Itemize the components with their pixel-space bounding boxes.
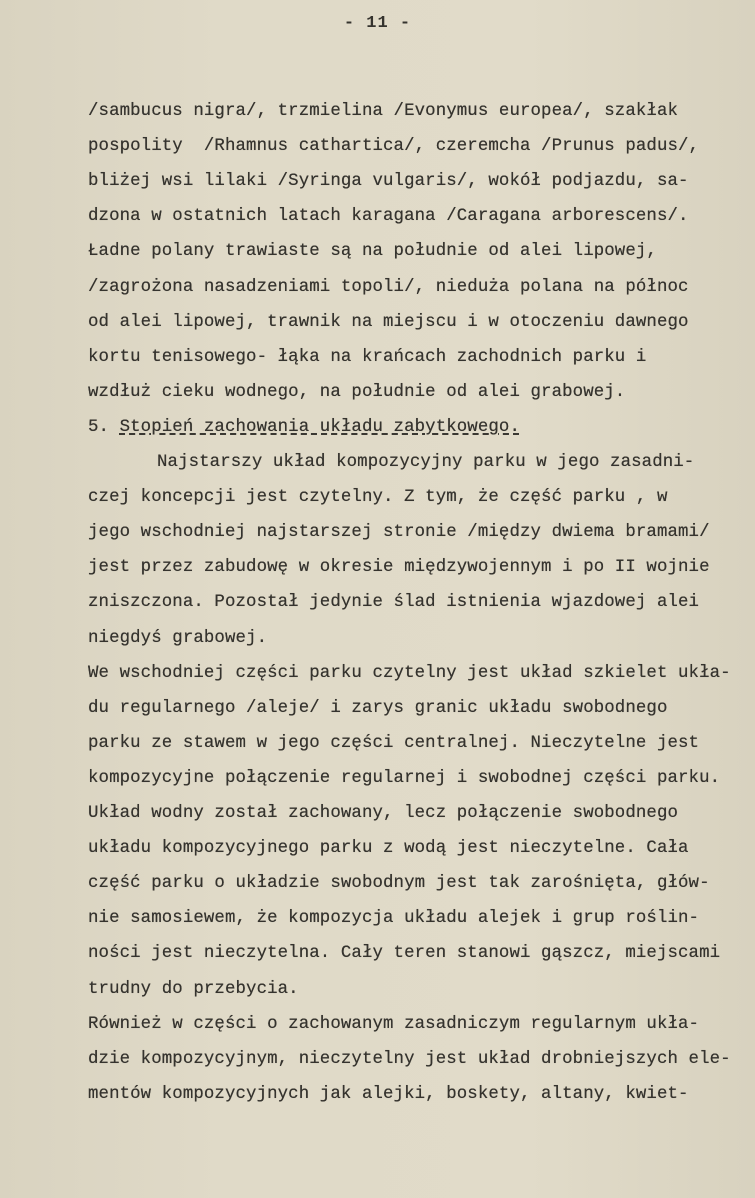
text-line: /zagrożona nasadzeniami topoli/, nieduża polana na północ (88, 277, 689, 297)
text-line: /sambucus nigra/, trzmielina /Evonymus europea/, szakłak (88, 102, 679, 121)
text-line: Najstarszy układ kompozycyjny parku w jego zasadni- (157, 453, 695, 472)
text-line: niegdyś grabowej. (88, 628, 268, 648)
text-line: jest przez zabudowę w okresie międzywojennym i po II wojnie (88, 558, 710, 578)
text-line: dzie kompozycyjnym, nieczytelny jest układ drobniejszych ele- (88, 1049, 731, 1069)
text-line: zniszczona. Pozostał jedynie ślad istnienia wjazdowej alei (88, 593, 700, 613)
text-line: od alei lipowej, trawnik na miejscu i w otoczeniu dawnego (88, 312, 689, 332)
text-line: układu kompozycyjnego parku z wodą jest nieczytelne. Cała (88, 839, 689, 859)
text-line: jego wschodniej najstarszej stronie /między dwiema bramami/ (88, 523, 710, 543)
text-line: wzdłuż cieku wodnego, na południe od alei grabowej. (88, 382, 626, 402)
text-line: Ładne polany trawiaste są na południe od alei lipowej, (88, 242, 657, 262)
text-line: część parku o układzie swobodnym jest tak zarośnięta, głów- (88, 874, 710, 894)
text-line: trudny do przebycia. (88, 979, 299, 999)
text-line: kompozycyjne połączenie regularnej i swobodnej części parku. (88, 768, 721, 788)
text-line: du regularnego /aleje/ i zarys granic układu swobodnego (88, 698, 668, 718)
text-line: Również w części o zachowanym zasadniczym regularnym ukła- (88, 1014, 700, 1034)
text-line: mentów kompozycyjnych jak alejki, boskety, altany, kwiet- (88, 1084, 689, 1104)
heading-number: 5. (88, 417, 120, 437)
text-line: We wschodniej części parku czytelny jest układ szkielet ukła- (88, 663, 731, 683)
text-line: bliżej wsi lilaki /Syringa vulgaris/, wokół podjazdu, sa- (88, 172, 689, 192)
text-line: parku ze stawem w jego części centralnej. Nieczytelne jest (88, 733, 700, 753)
heading-title: Stopień zachowania układu zabytkowego. (119, 417, 520, 437)
text-line: pospolity /Rhamnus cathartica/, czeremcha /Prunus padus/, (88, 137, 700, 157)
section-heading (88, 418, 520, 438)
text-line: Układ wodny został zachowany, lecz połączenie swobodnego (88, 804, 679, 823)
page-number: - 11 - (343, 14, 412, 33)
text-line: dzona w ostatnich latach karagana /Caragana arborescens/. (88, 207, 689, 227)
text-line: nie samosiewem, że kompozycja układu alejek i grup roślin- (88, 909, 700, 929)
text-line: ności jest nieczytelna. Cały teren stanowi gąszcz, miejscami (88, 944, 721, 964)
text-line: czej koncepcji jest czytelny. Z tym, że część parku , w (88, 488, 668, 508)
text-line: kortu tenisowego- łąka na krańcach zachodnich parku i (88, 347, 647, 367)
